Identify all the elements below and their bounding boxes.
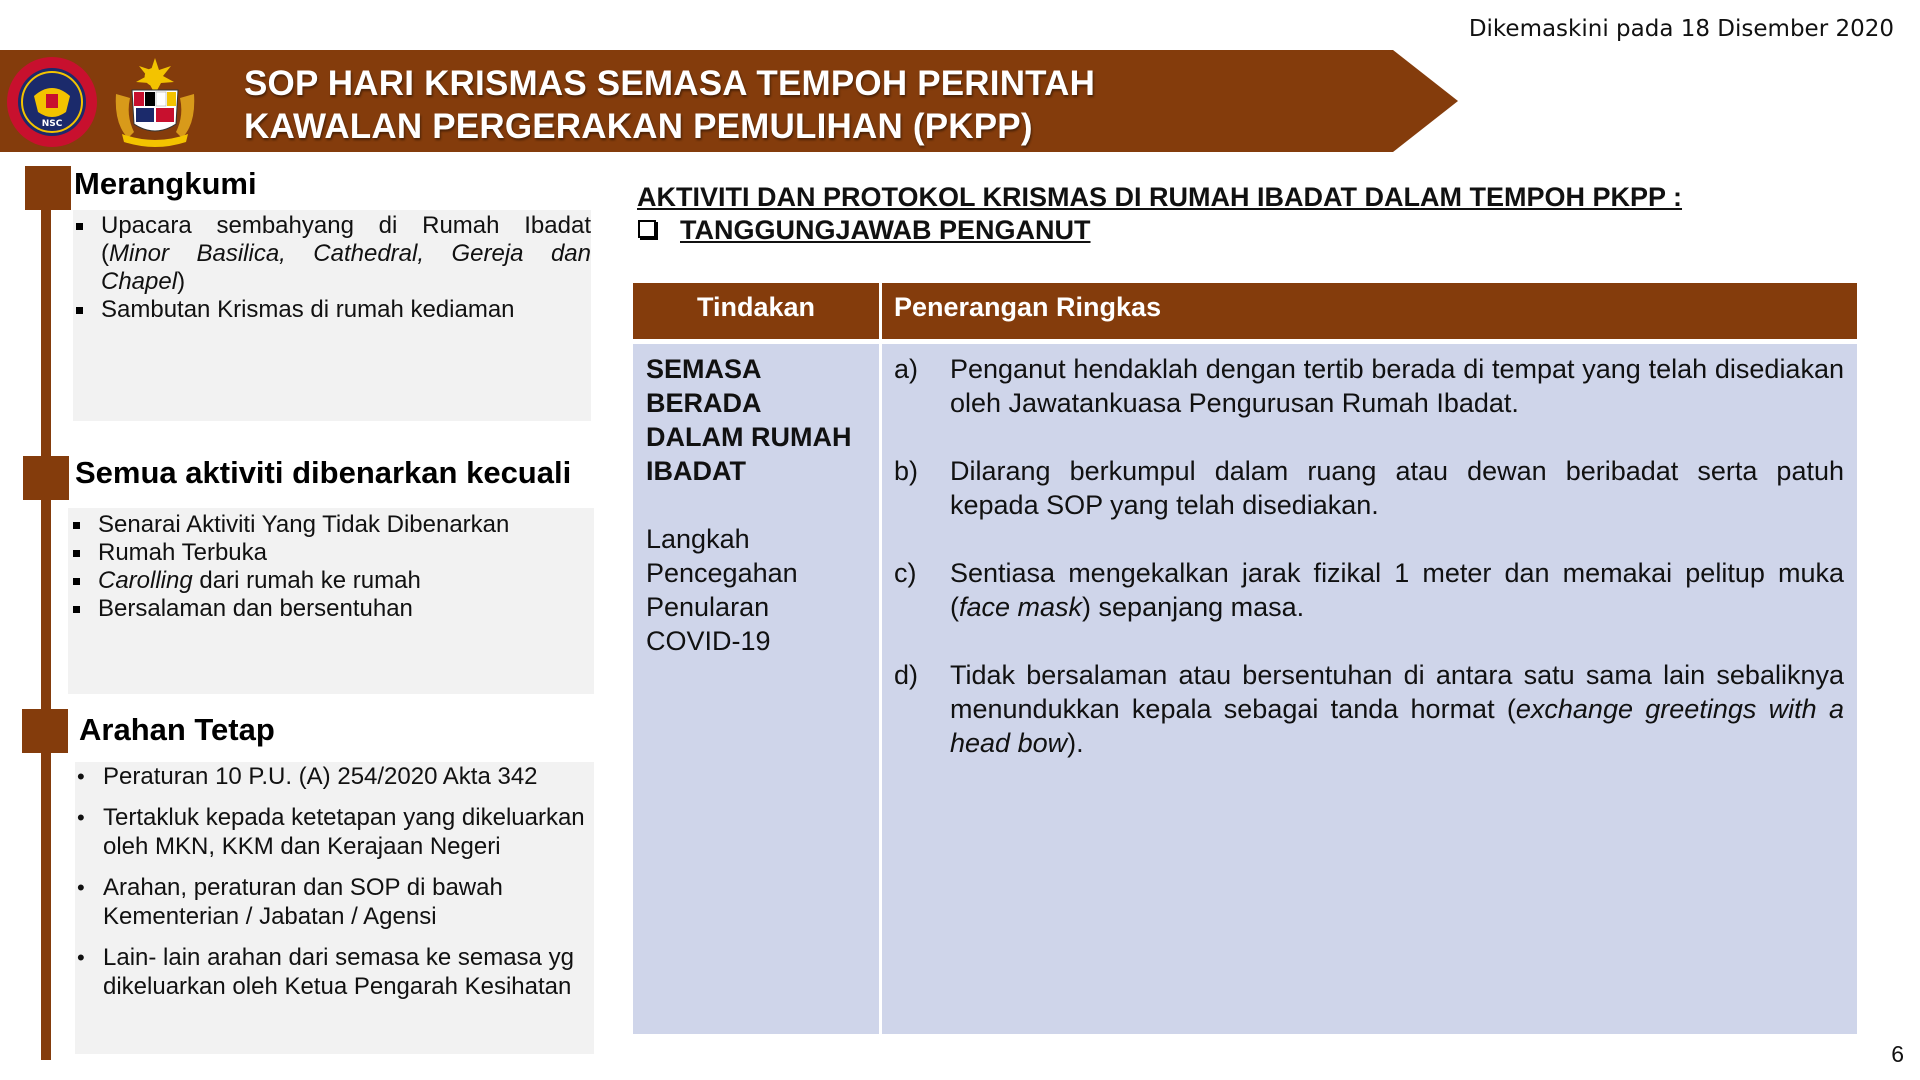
banner-title-line2: KAWALAN PERGERAKAN PEMULIHAN (PKPP) bbox=[244, 107, 1033, 146]
timeline-line bbox=[41, 190, 51, 1060]
list-item: • Arahan, peraturan dan SOP di bawah Kementerian / Jabatan / Agensi bbox=[75, 873, 590, 931]
aktiviti-kecuali-panel bbox=[68, 508, 594, 694]
description-item: b) Dilarang berkumpul dalam ruang atau dewan beribadat serta patuh kepada SOP yang telah disediakan. bbox=[894, 456, 1844, 520]
description-item: c) Sentiasa mengekalkan jarak fizikal 1 meter dan memakai pelitup muka (face mask) sepanjang masa. bbox=[894, 558, 1844, 622]
table-header bbox=[633, 283, 1857, 339]
merangkumi-panel bbox=[73, 210, 591, 421]
nsc-logo bbox=[6, 56, 98, 148]
section-heading-arahan-tetap: Arahan Tetap bbox=[79, 712, 275, 747]
list-item: Carolling dari rumah ke rumah bbox=[70, 567, 594, 595]
timeline-marker-3 bbox=[22, 709, 68, 753]
timeline-marker-1 bbox=[25, 166, 71, 210]
banner-title bbox=[244, 62, 1095, 148]
timeline-marker-2 bbox=[23, 456, 69, 500]
activities-title: AKTIVITI DAN PROTOKOL KRISMAS DI RUMAH IBADAT DALAM TEMPOH PKPP : bbox=[637, 182, 1683, 212]
page-number: 6 bbox=[1891, 1041, 1904, 1067]
tindakan-cell: SEMASA BERADA DALAM RUMAH IBADAT Langkah Pencegahan Penularan COVID-19 bbox=[646, 354, 852, 656]
list-item: Sambutan Krismas di rumah kediaman bbox=[73, 296, 591, 324]
list-item: • Peraturan 10 P.U. (A) 254/2020 Akta 342 bbox=[75, 762, 590, 791]
list-item: Rumah Terbuka bbox=[70, 539, 594, 567]
list-item: Bersalaman dan bersentuhan bbox=[70, 595, 594, 623]
malaysia-coat-of-arms bbox=[108, 54, 202, 148]
last-updated-date: Dikemaskini pada 18 Disember 2020 bbox=[1468, 16, 1894, 42]
list-item: Upacara sembahyang di Rumah Ibadat (Minor Basilica, Cathedral, Gereja dan Chapel) bbox=[73, 212, 591, 296]
list-item: • Tertakluk kepada ketetapan yang dikeluarkan oleh MKN, KKM dan Kerajaan Negeri bbox=[75, 803, 590, 861]
arahan-tetap-panel bbox=[75, 762, 594, 1054]
column-header-penerangan: Penerangan Ringkas bbox=[894, 292, 1162, 322]
list-item: Senarai Aktiviti Yang Tidak Dibenarkan bbox=[70, 511, 594, 539]
section-heading-aktiviti-kecuali: Semua aktiviti dibenarkan kecuali bbox=[75, 455, 572, 490]
table-body bbox=[633, 344, 1857, 1034]
checkbox-bullet-icon bbox=[638, 220, 656, 238]
list-item: • Lain- lain arahan dari semasa ke semasa yg dikeluarkan oleh Ketua Pengarah Kesihatan bbox=[75, 943, 590, 1001]
section-heading-merangkumi: Merangkumi bbox=[74, 166, 257, 201]
banner-title-line1: SOP HARI KRISMAS SEMASA TEMPOH PERINTAH bbox=[244, 64, 1096, 103]
responsibility-subtitle: TANGGUNGJAWAB PENGANUT bbox=[638, 215, 1091, 246]
penerangan-cell bbox=[894, 352, 1844, 794]
description-item: a) Penganut hendaklah dengan tertib berada di tempat yang telah disediakan oleh Jawatankuasa Pengurusan Rumah Ibadat. bbox=[894, 354, 1844, 418]
description-item: d) Tidak bersalaman atau bersentuhan di antara satu sama lain sebaliknya menundukkan kepala sebagai tanda hormat (exchange greetings with a head bow). bbox=[894, 660, 1844, 758]
title-banner bbox=[0, 50, 1458, 152]
nsc-logo-text: NSC bbox=[41, 119, 63, 129]
column-header-tindakan: Tindakan bbox=[696, 292, 816, 322]
